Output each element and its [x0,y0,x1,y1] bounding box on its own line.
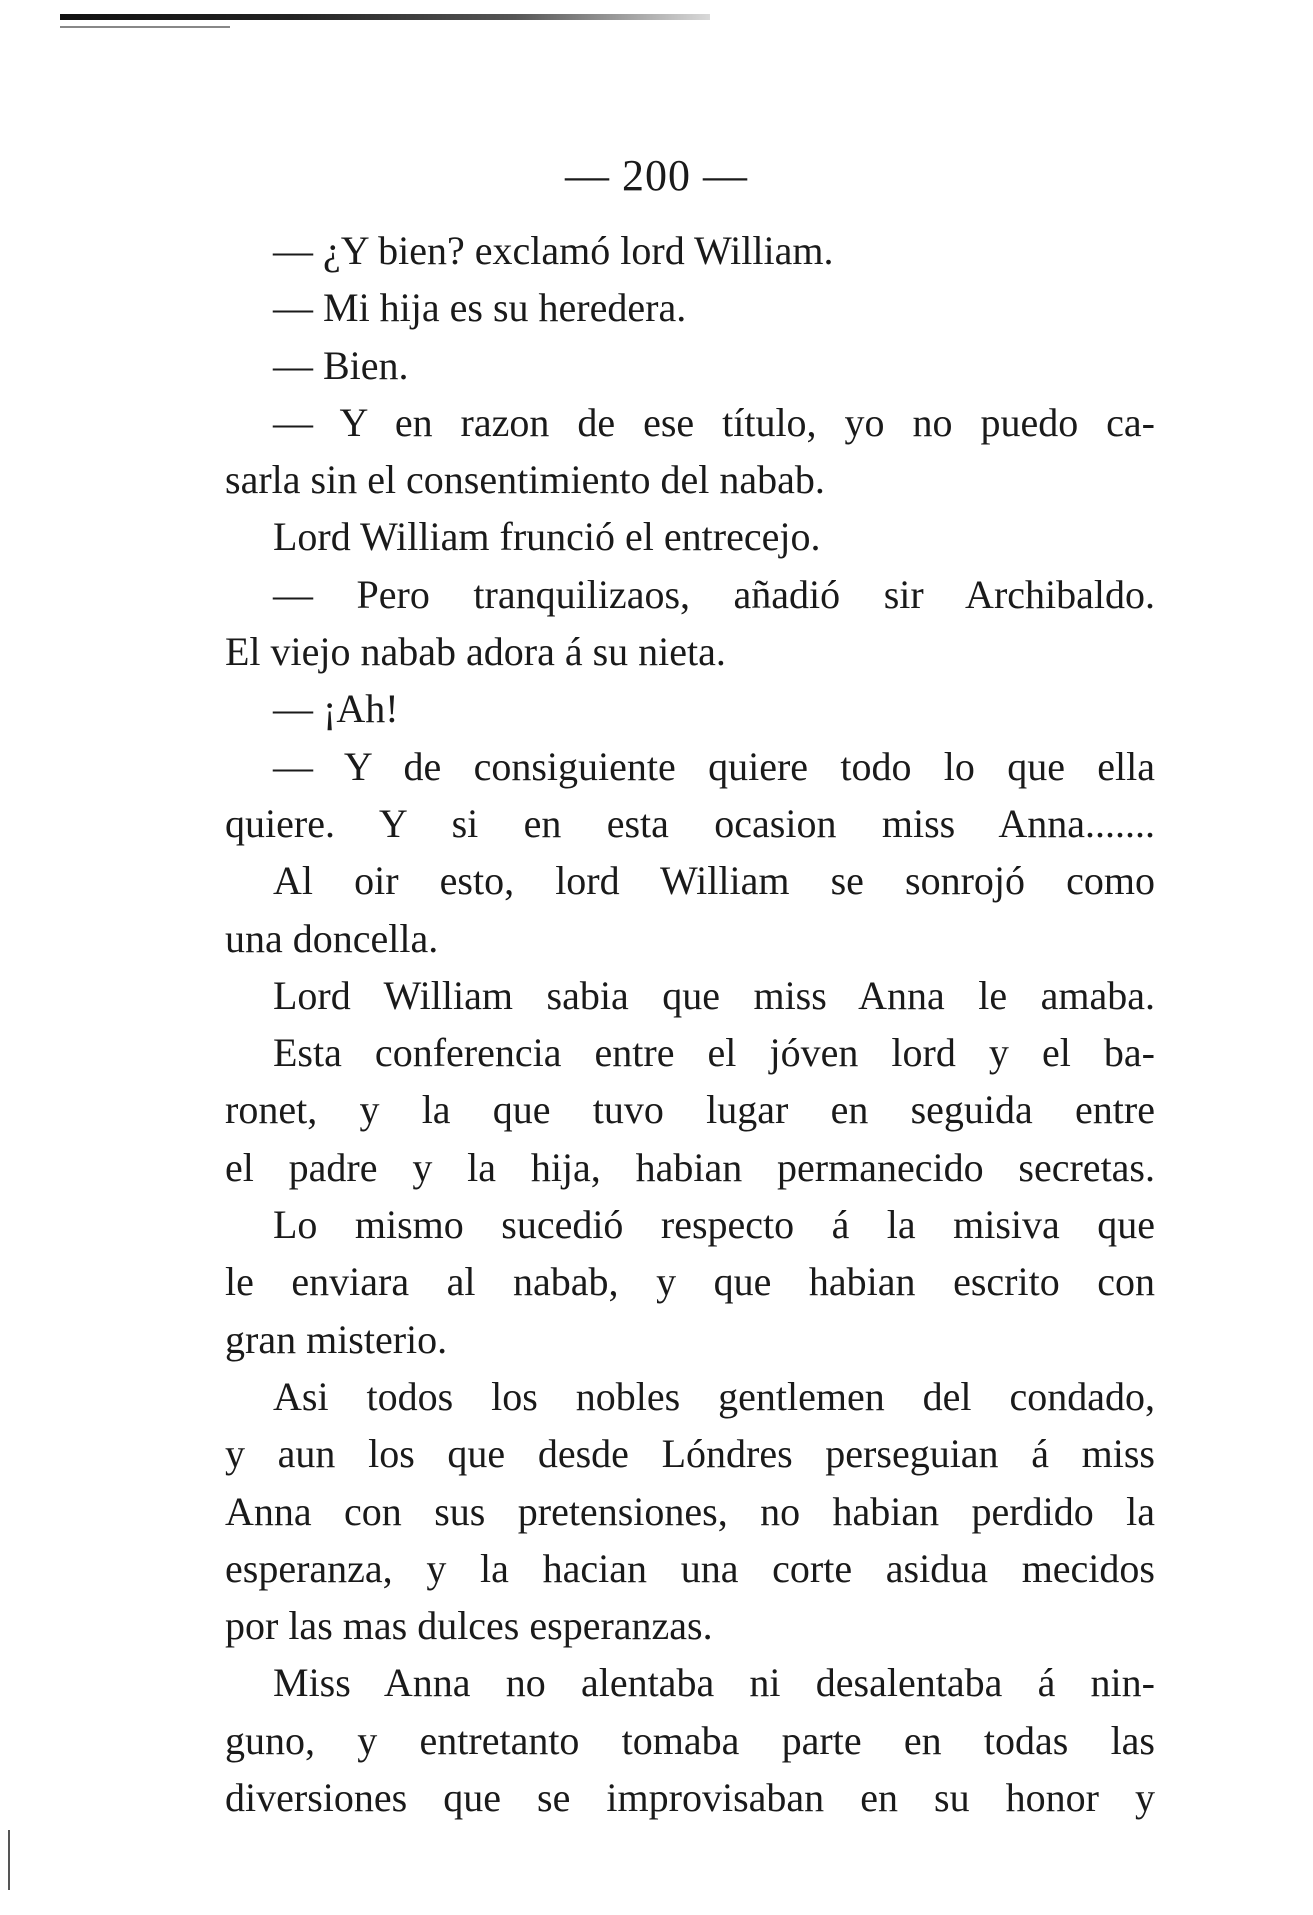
text-line: por las mas dulces esperanzas. [225,1603,713,1649]
text-line: y aun los que desde Lóndres perseguian á miss [225,1431,1155,1477]
text-line: — Mi hija es su heredera. [273,285,687,331]
text-line: Lord William sabia que miss Anna le amaba. [273,972,1155,1018]
page-number: — 200 — [565,151,748,200]
text-line: Miss Anna no alentaba ni desalentaba á nin- [273,1660,1155,1706]
text-line: Lo mismo sucedió respecto á la misiva que [273,1202,1155,1248]
text-line: — ¡Ah! [273,686,399,732]
text-line: guno, y entretanto tomaba parte en todas las [225,1717,1155,1763]
text-line: — ¿Y bien? exclamó lord William. [273,228,834,273]
text-line: le enviara al nabab, y que habian escrito con [225,1259,1155,1305]
text-line: esperanza, y la hacian una corte asidua mecidos [225,1545,1155,1591]
text-line: el padre y la hija, habian permanecido secretas. [225,1144,1155,1190]
body-text [225,222,1155,1826]
text-line: — Bien. [273,342,409,388]
top-rule-thin [60,26,230,28]
top-rule [60,14,710,20]
text-line: Al oir esto, lord William se sonrojó como [273,858,1155,904]
text-line: Asi todos los nobles gentlemen del condado, [273,1373,1155,1419]
text-line: quiere. Y si en esta ocasion miss Anna....... [225,800,1155,846]
text-line: Lord William frunció el entrecejo. [273,514,821,560]
text-line: — Pero tranquilizaos, añadió sir Archibaldo. [273,571,1155,617]
text-line: diversiones que se improvisaban en su honor y [225,1775,1155,1821]
text-line: Anna con sus pretensiones, no habian perdido la [225,1488,1155,1534]
text-line: una doncella. [225,915,439,961]
text-line: El viejo nabab adora á su nieta. [225,629,726,675]
text-line: ronet, y la que tuvo lugar en seguida entre [225,1087,1155,1133]
text-line: sarla sin el consentimiento del nabab. [225,457,825,503]
margin-mark [8,1830,10,1890]
text-line: — Y en razon de ese título, yo no puedo ca- [273,399,1155,445]
text-line: — Y de consiguiente quiere todo lo que ella [273,743,1155,789]
text-line: Esta conferencia entre el jóven lord y el ba- [273,1030,1155,1076]
text-line: gran misterio. [225,1316,448,1362]
